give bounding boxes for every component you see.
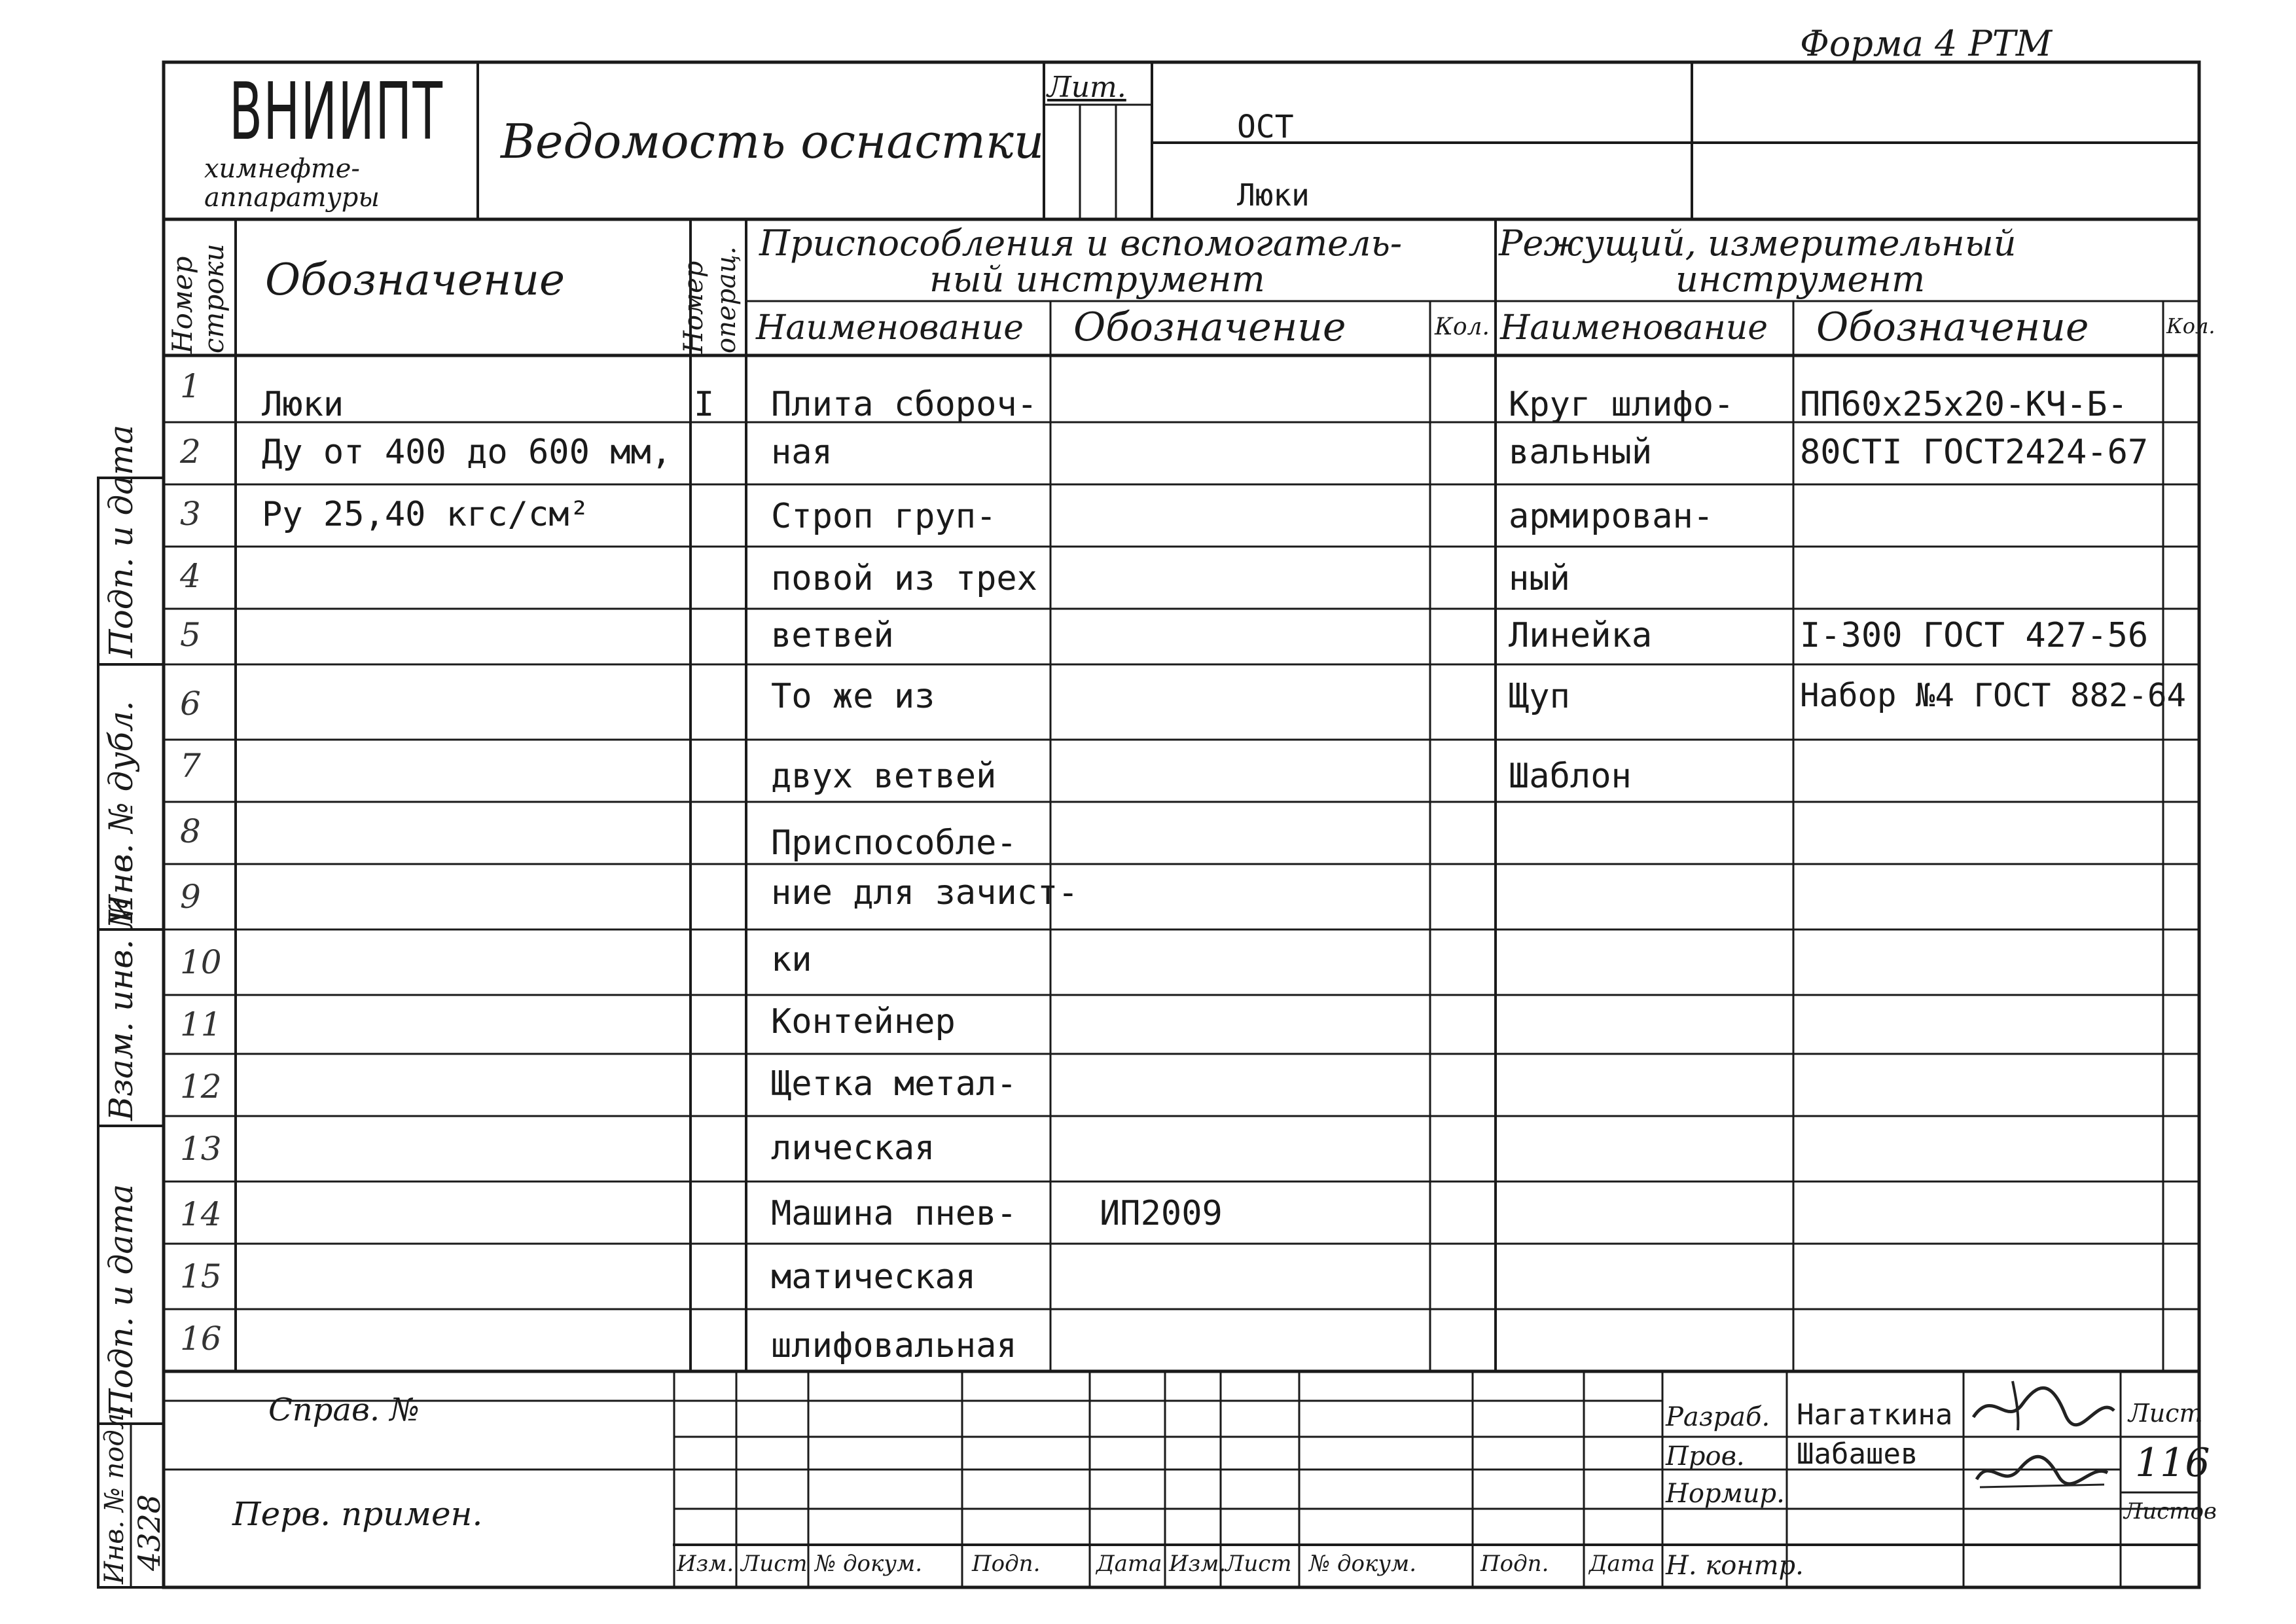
fixture-name: ная (771, 433, 833, 472)
header-tool-qty: Кол. (2166, 314, 2215, 338)
stamp-col: Подп. (1480, 1551, 1549, 1577)
fixture-name: Плита сбороч- (771, 385, 1037, 424)
tool-name: армирован- (1509, 497, 1714, 536)
checker-label: Пров. (1666, 1441, 1745, 1471)
checker-name: Шабашев (1797, 1437, 1918, 1471)
reference-no-label: Справ. № (268, 1392, 420, 1428)
stamp-col: № докум. (815, 1551, 923, 1577)
stamp-col: № докум. (1309, 1551, 1417, 1577)
tool-name: Шаблон (1509, 757, 1632, 796)
form-label: Форма 4 РТМ (1800, 23, 2053, 64)
sheet-number: 116 (2135, 1440, 2210, 1486)
row-number: 13 (180, 1130, 222, 1168)
tool-name: вальный (1509, 433, 1653, 472)
row-number: 3 (180, 495, 201, 533)
row-number: 10 (180, 943, 222, 981)
checker-signature (1967, 1440, 2121, 1499)
row-designation: Ру 25,40 кгс/см² (262, 495, 590, 534)
row-number: 1 (180, 367, 201, 405)
developer-name: Нагаткина (1797, 1398, 1953, 1432)
header-tools-line-1: Режущий, измерительный (1499, 223, 2017, 264)
stamp-col: Изм. (1169, 1551, 1227, 1577)
row-number: 4 (180, 557, 201, 595)
stamp-col: Лист (741, 1551, 808, 1577)
fixture-name: Контейнер (771, 1002, 956, 1041)
fixture-name: ки (771, 940, 812, 979)
header-fixtures-line-1: Приспособления и вспомогатель- (759, 223, 1403, 264)
fixture-name: ветвей (771, 616, 894, 655)
row-op-number: I (694, 385, 715, 424)
tool-code: Набор №4 ГОСТ 882-64 (1800, 677, 2187, 714)
fixture-name: Машина пнев- (771, 1194, 1017, 1233)
fixture-name: шлифовальная (771, 1326, 1017, 1365)
fixture-name: матическая (771, 1257, 977, 1297)
sheets-label: Листов (2124, 1498, 2217, 1525)
standard-label: ОСТ (1237, 109, 1294, 145)
tool-code: 80СТI ГОСТ2424-67 (1800, 433, 2149, 472)
header-op-no-line-1: Номер (679, 261, 709, 353)
fixture-name: двух ветвей (771, 757, 997, 796)
header-tool-code: Обозначение (1816, 304, 2089, 350)
row-number: 12 (180, 1068, 222, 1106)
sheet-label: Лист (2128, 1399, 2203, 1428)
header-tools-line-2: инструмент (1676, 259, 1926, 300)
margin-original-no: Инв. № подл. (99, 1405, 130, 1584)
first-use-label: Перв. примен. (232, 1495, 483, 1533)
margin-sign-date-2: Подп. и дата (102, 1183, 140, 1417)
stamp-col: Подп. (972, 1551, 1041, 1577)
row-number: 7 (180, 747, 201, 785)
tool-name: Щуп (1509, 677, 1570, 716)
row-designation: Люки (262, 385, 344, 424)
margin-original-value: 4328 (132, 1494, 167, 1571)
tool-code: I-300 ГОСТ 427-56 (1800, 616, 2149, 655)
header-fixture-name: Наименование (756, 308, 1024, 348)
header-designation: Обозначение (265, 255, 565, 305)
row-designation: Ду от 400 до 600 мм, (262, 433, 672, 472)
org-sub-line-1: химнефте- (204, 154, 360, 184)
header-fixture-code: Обозначение (1073, 304, 1346, 350)
org-name: ВНИИПТ (229, 67, 444, 158)
tool-name: ный (1509, 559, 1570, 598)
norm-control-label: Нормир. (1666, 1479, 1785, 1509)
fixture-name: Строп груп- (771, 497, 997, 536)
product-name: Люки (1237, 177, 1310, 213)
row-number: 9 (180, 878, 201, 916)
row-number: 15 (180, 1257, 222, 1295)
org-sub-line-2: аппаратуры (204, 183, 380, 213)
header-row-no-line-1: Номер (166, 256, 198, 353)
stamp-col: Дата (1589, 1551, 1655, 1577)
header-op-no-line-2: операц. (711, 246, 742, 353)
row-number: 11 (180, 1005, 222, 1043)
fixture-name: Щетка метал- (771, 1064, 1017, 1104)
document-title: Ведомость оснастки (501, 114, 1045, 169)
fixture-name: То же из (771, 677, 935, 716)
header-fixture-qty: Кол. (1435, 314, 1490, 340)
margin-replacement-no: Взам. инв. № (102, 897, 140, 1121)
header-tool-name: Наименование (1500, 308, 1768, 348)
fixture-name: повой из трех (771, 559, 1037, 598)
stamp-col: Изм. (677, 1551, 734, 1577)
row-number: 5 (180, 616, 201, 654)
tool-name: Линейка (1509, 616, 1653, 655)
row-number: 6 (180, 685, 201, 723)
row-number: 16 (180, 1320, 222, 1358)
stamp-col: Дата (1096, 1551, 1162, 1577)
row-number: 2 (180, 433, 201, 471)
stamp-col: Лист (1225, 1551, 1292, 1577)
margin-sign-date: Подп. и дата (102, 424, 140, 658)
row-number: 14 (180, 1195, 222, 1233)
lit-label: Лит. (1047, 71, 1126, 104)
fixture-code: ИП2009 (1100, 1194, 1223, 1233)
fixture-name: ние для зачист- (771, 873, 1079, 912)
fixture-name: Приспособле- (771, 823, 1017, 863)
fixture-name: лическая (771, 1128, 935, 1168)
developer-signature (1967, 1368, 2121, 1440)
developer-label: Разраб. (1666, 1402, 1770, 1432)
final-control-label: Н. контр. (1666, 1551, 1804, 1581)
header-row-no-line-2: строки (198, 244, 230, 353)
tool-code: ПП60х25х20-КЧ-Б- (1800, 385, 2128, 424)
margin-duplicate-no: Инв. № дубл. (102, 700, 140, 923)
tool-name: Круг шлифо- (1509, 385, 1734, 424)
header-fixtures-line-2: ный инструмент (929, 259, 1265, 300)
row-number: 8 (180, 812, 201, 850)
